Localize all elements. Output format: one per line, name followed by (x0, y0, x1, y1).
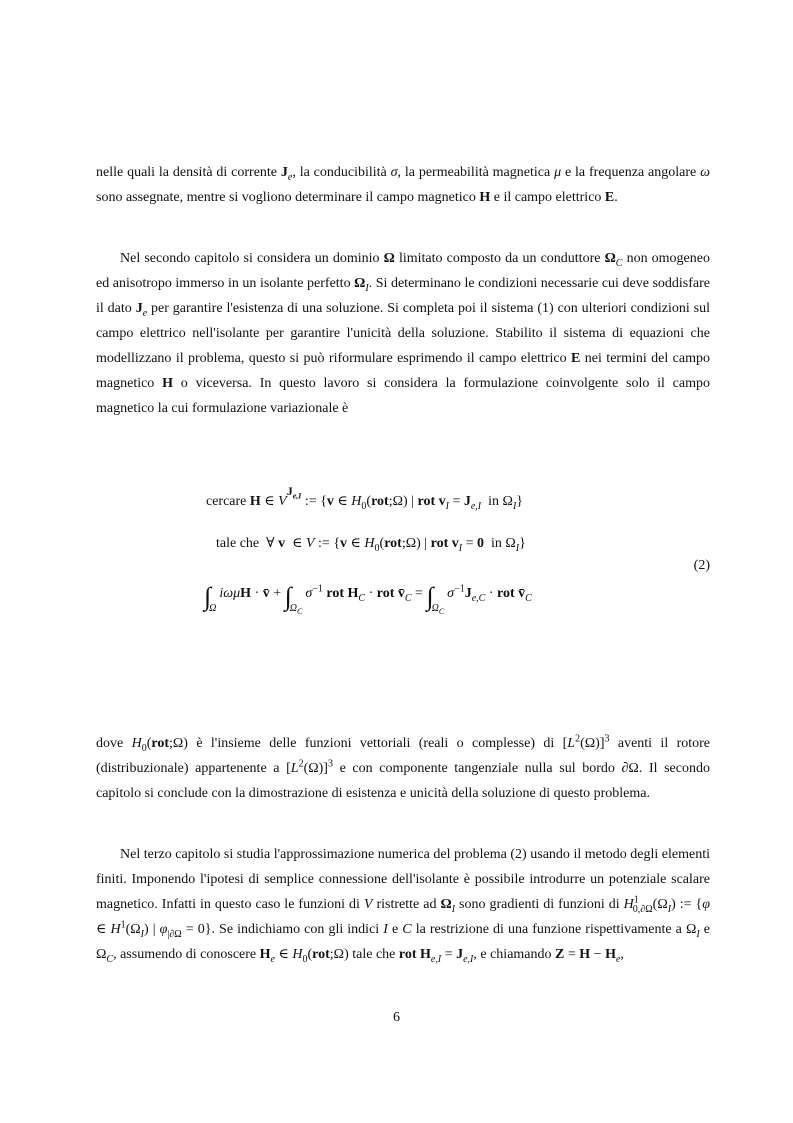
equation-number: (2) (693, 558, 710, 573)
paragraph-4: Nel terzo capitolo si studia l'approssimazione numerica del problema (2) usando il metodo degli elementi finiti. Imponendo l'ipotesi di semplice connessione dell'isolante è possibile introdurre un potenziale scalare magnetico. Infatti in questo caso le funzioni di V ristrette ad $\Omega_I$ sono gradienti di funzioni di $H^1_{0,\partial\Omega}(\Omega_I)$ := {φ ∈ $H^1(\Omega_I)$ | $\varphi_{|\partial\Omega} = 0$}. Se indichiamo con gli indici I e C la restrizione di una funzione rispettivamente a $\Omega_I$ e $\Omega_C$, assumendo di conoscere $H_e$ ∈ $H_0(rot;\Omega)$ tale che rot $H_{e,I} = J_{e,I}$, e chiamando $Z = H - H_e$, (96, 847, 711, 965)
forall-symbol: ∀ (266, 536, 275, 551)
paragraph-3: dove $H_0(rot;\Omega)$ è l'insieme delle funzioni vettoriali (reali o complesse) di $[L^2(\Omega)]^3$ aventi il rotore (distribuzionale) appartenente a $[L^2(\Omega)]^3$ e con componente tangenziale nulla sul bordo ∂Ω. Il secondo capitolo si conclude con la dimostrazione di esistenza e unicità della soluzione di questo problema. (96, 733, 711, 801)
page-body (96, 160, 710, 967)
eq-word-cercare: cercare (206, 494, 247, 509)
page-number: 6 (393, 1010, 400, 1025)
equation-line-1: cercare H ∈ $VJ_{e,I}$ := {v ∈ $H_0(rot;\Omega)$ | rot $v_I = J_{e,I}$ in $\Omega_I$} (206, 484, 524, 512)
equation-line-2: tale che ∀ v ∈ V := {v ∈ $H_0(rot;\Omega)$ | rot $v_I = 0$ in $\Omega_I$} (216, 536, 526, 554)
equation-line-3: $\int_\Omega i\omega\mu H$ · v̄ + $\int_{\Omega_C}\sigma^{-1}$ rot $H_C$ · rot $v̄_C = \int_{\Omega_C}\sigma^{-1}J_{e,C}$ · rot $v̄_C$ (204, 582, 532, 616)
equation-block (96, 461, 710, 691)
paragraph-1: nelle quali la densità di corrente $J_e$, la conducibilità σ, la permeabilità magnetica μ e la frequenza angolare ω sono assegnate, mentre si vogliono determinare il campo magnetico H e il campo elettrico E. (96, 165, 710, 205)
paragraph-2: Nel secondo capitolo si considera un dominio Ω limitato composto da un conduttore $\Omega_C$ non omogeneo ed anisotropo immerso in un isolante perfetto $\Omega_I$. Si determinano le condizioni necessarie cui deve soddisfare il dato $J_e$ per garantire l'esistenza di una soluzione. Si completa poi il sistema (1) con ulteriori condizioni sul campo elettrico nell'isolante per garantire l'unicità della soluzione. Stabilito il sistema di equazioni che modellizzano il problema, questo si può riformulare esprimendo il campo elettrico E nei termini del campo magnetico H o viceversa. In questo lavoro si considera la formulazione coinvolgente solo il campo magnetico la cui formulazione variazionale è (96, 251, 711, 416)
eq-word-in: in (488, 494, 500, 509)
eq-word-tale-che: tale che (216, 536, 260, 551)
